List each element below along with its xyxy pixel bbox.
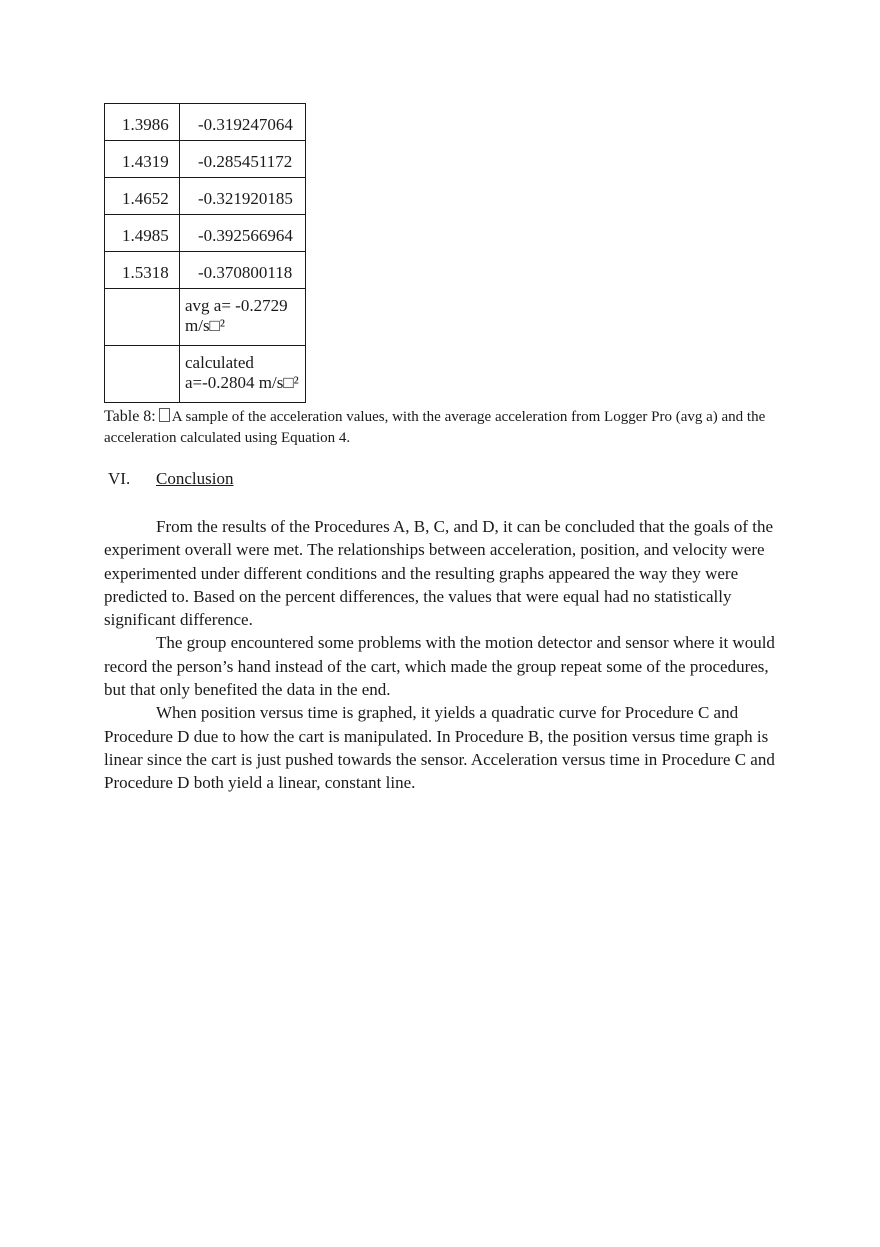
table-row [105, 104, 306, 141]
paragraph: When position versus time is graphed, it yields a quadratic curve for Procedure C and Procedure D due to how the cart is manipulated. In Procedure B, the position versus time graph is linear since the cart is just pushed towards the sensor. Acceleration versus time in Procedure C and Procedure D both yield a linear, constant line. [104, 703, 775, 793]
table-row [105, 215, 306, 252]
section-heading [108, 469, 233, 489]
average-acceleration-cell: avg a= -0.2729 m/s□² [180, 289, 306, 346]
empty-cell [105, 289, 180, 346]
table-caption [104, 406, 794, 449]
acceleration-cell: -0.370800118 [180, 252, 306, 289]
missing-glyph-icon [159, 408, 170, 422]
acceleration-cell: -0.319247064 [180, 104, 306, 141]
paragraph: The group encountered some problems with the motion detector and sensor where it would record the person’s hand instead of the cart, which made the group repeat some of the procedures, but that only benefited the data in the end. [104, 633, 775, 700]
acceleration-table [104, 103, 306, 403]
acceleration-cell: -0.392566964 [180, 215, 306, 252]
table-row [105, 252, 306, 289]
section-numeral: VI. [108, 469, 131, 488]
acceleration-cell: -0.285451172 [180, 141, 306, 178]
section-title: Conclusion [156, 469, 234, 488]
caption-text: A sample of the acceleration values, with the average acceleration from Logger Pro (avg a) and the acceleration calculated using Equation 4. [104, 409, 766, 446]
table-row-average [105, 289, 306, 346]
conclusion-body [104, 515, 776, 795]
calculated-acceleration-cell: calculated a=-0.2804 m/s□² [180, 346, 306, 403]
table-row [105, 141, 306, 178]
acceleration-cell: -0.321920185 [180, 178, 306, 215]
time-cell: 1.4652 [105, 178, 180, 215]
caption-label: Table 8: [104, 408, 156, 425]
table-row [105, 178, 306, 215]
time-cell: 1.4319 [105, 141, 180, 178]
empty-cell [105, 346, 180, 403]
time-cell: 1.4985 [105, 215, 180, 252]
time-cell: 1.3986 [105, 104, 180, 141]
time-cell: 1.5318 [105, 252, 180, 289]
table-row-calculated [105, 346, 306, 403]
paragraph: From the results of the Procedures A, B, C, and D, it can be concluded that the goals of the experiment overall were met. The relationships between acceleration, position, and velocity were experimented under different conditions and the resulting graphs appeared the way they were predicted to. Based on the percent differences, the values that were equal had no statistically significant difference. [104, 517, 774, 630]
